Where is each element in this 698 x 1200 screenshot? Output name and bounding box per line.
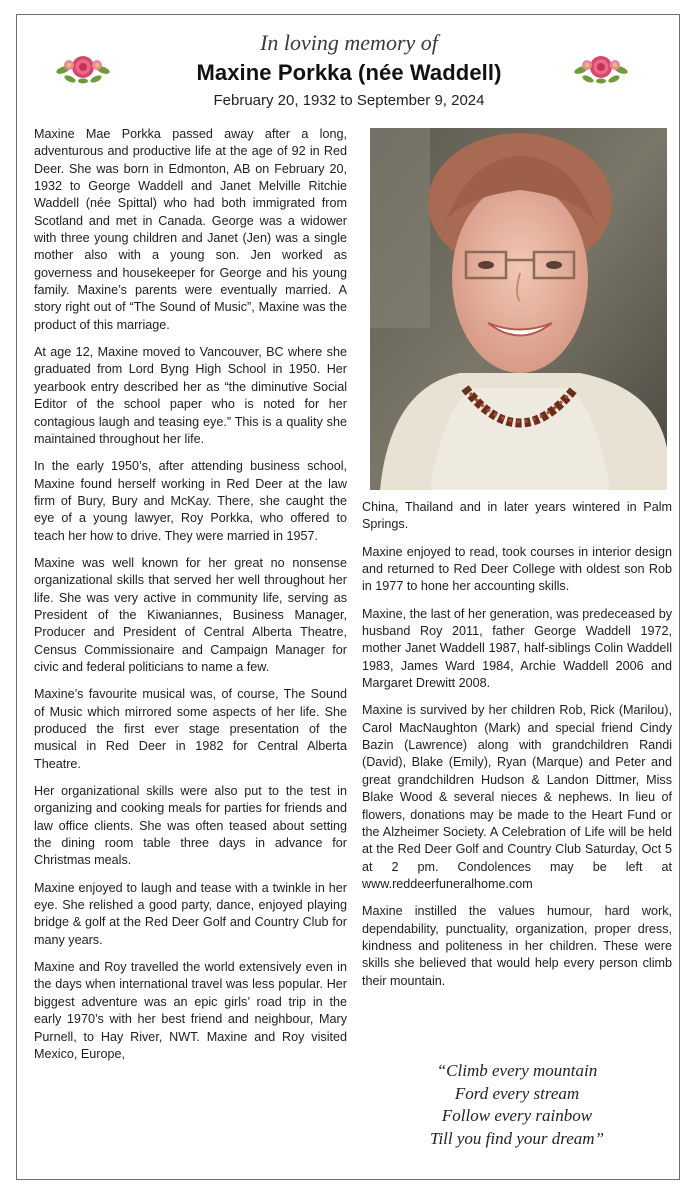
paragraph: Maxine Mae Porkka passed away after a long, adventurous and productive life at the age of 92 in Red Deer. She was born in Edmonton, AB on February 20, 1932 to George Waddell and Janet Melville Ritchie Waddell (née Spittal) who had both immigrated from Scotland and met in Canada. George was a widower with three young children and Janet (Jen) was a single mother also with a young son. Jen worked as governess and housekeeper for George and his young family. Maxine’s parents were eventually married. A story right out of “The Sound of Music”, Maxine was the product of this marriage. xyxy=(34,127,347,332)
paragraph: Her organizational skills were also put to the test in organizing and cooking meals for parties for friends and law office clients. She was often teased about setting the dining room table three days in advance for Christmas meals. xyxy=(34,784,347,868)
paragraph: At age 12, Maxine moved to Vancouver, BC where she graduated from Lord Byng High School in 1950. Her yearbook entry described her as “the diminutive Social Editor of the school paper who is noted for her contagious laugh and teasing eye.” This is a quality she maintained throughout her life. xyxy=(34,345,347,446)
paragraph: China, Thailand and in later years wintered in Palm Springs. xyxy=(362,500,672,532)
closing-quote xyxy=(362,1060,672,1150)
paragraph: In the early 1950’s, after attending business school, Maxine found herself working in Red Deer at the law firm of Bury, Bury and McKay. There, she caught the eye of a young lawyer, Roy Porkka, who offered to teach her how to drive. They were married in 1957. xyxy=(34,459,347,543)
paragraph: Maxine and Roy travelled the world extensively even in the days when international travel was less popular. Her biggest adventure was an epic girls’ road trip in the early 1970’s with her best friend and neighbour, Mary Purnell, to Hay River, NWT. Maxine and Roy visited Mexico, Europe, xyxy=(34,960,347,1061)
in-memory-subtitle: In loving memory of xyxy=(260,30,438,55)
paragraph: Maxine was well known for her great no nonsense organizational skills that served her well throughout her life. She was very active in community life, serving as President of the Kiwaniannes, Business Manager, Producer and President of Central Alberta Theatre, Census Commissionaire and Campaign Manager for civic and federal politicians to name a few. xyxy=(34,555,347,674)
quote-line: “Climb every mountain xyxy=(436,1061,598,1080)
obituary-left-column xyxy=(34,126,347,1073)
deceased-name: Maxine Porkka (née Waddell) xyxy=(196,60,502,85)
portrait-photo xyxy=(370,128,667,490)
paragraph: Maxine is survived by her children Rob, Rick (Marilou), Carol MacNaughton (Mark) and special friend Cindy Bazin (Lawrence) along with grandchildren Randi (David), Blake (Emily), Ryan (Marque) and Peter and great grandchildren Hudson & Landon Dittmer, Miss Blake Wood & several nieces & nephews. In lieu of flowers, donations may be made to the Heart Fund or the Alzheimer Society. A Celebration of Life will be held at the Red Deer Golf and Country Club Saturday, Oct 5 at 2 pm. Condolences may be left at www.reddeerfuneralhome.com xyxy=(362,703,672,891)
life-dates: February 20, 1932 to September 9, 2024 xyxy=(213,92,485,109)
paragraph: Maxine instilled the values humour, hard work, dependability, punctuality, organization, proper dress, kindness and politeness in her children. These were skills she believed that would help every person climb their mountain. xyxy=(362,904,672,988)
obituary-right-column xyxy=(362,499,672,1000)
paragraph: Maxine enjoyed to read, took courses in interior design and returned to Red Deer College with oldest son Rob in 1977 to hone her accounting skills. xyxy=(362,544,672,594)
quote-line: Follow every rainbow xyxy=(441,1106,593,1125)
paragraph: Maxine, the last of her generation, was predeceased by husband Roy 2011, father George Waddell 1972, mother Janet Waddell 1987, half-siblings Colin Waddell 1983, James Ward 1984, Archie Waddell 2006 and Margaret Drewitt 2008. xyxy=(362,606,672,691)
paragraph: Maxine enjoyed to laugh and tease with a twinkle in her eye. She relished a good party, dance, enjoyed playing bridge & golf at the Red Deer Golf and Country Club for many years. xyxy=(34,880,347,947)
paragraph: Maxine’s favourite musical was, of course, The Sound of Music which mirrored some aspects of her life. She produced the first ever stage presentation of the musical in Red Deer in 1982 for Central Alberta Theatre. xyxy=(34,687,347,771)
quote-line: Ford every stream xyxy=(454,1083,580,1103)
quote-line: Till you find your dream” xyxy=(429,1128,605,1148)
